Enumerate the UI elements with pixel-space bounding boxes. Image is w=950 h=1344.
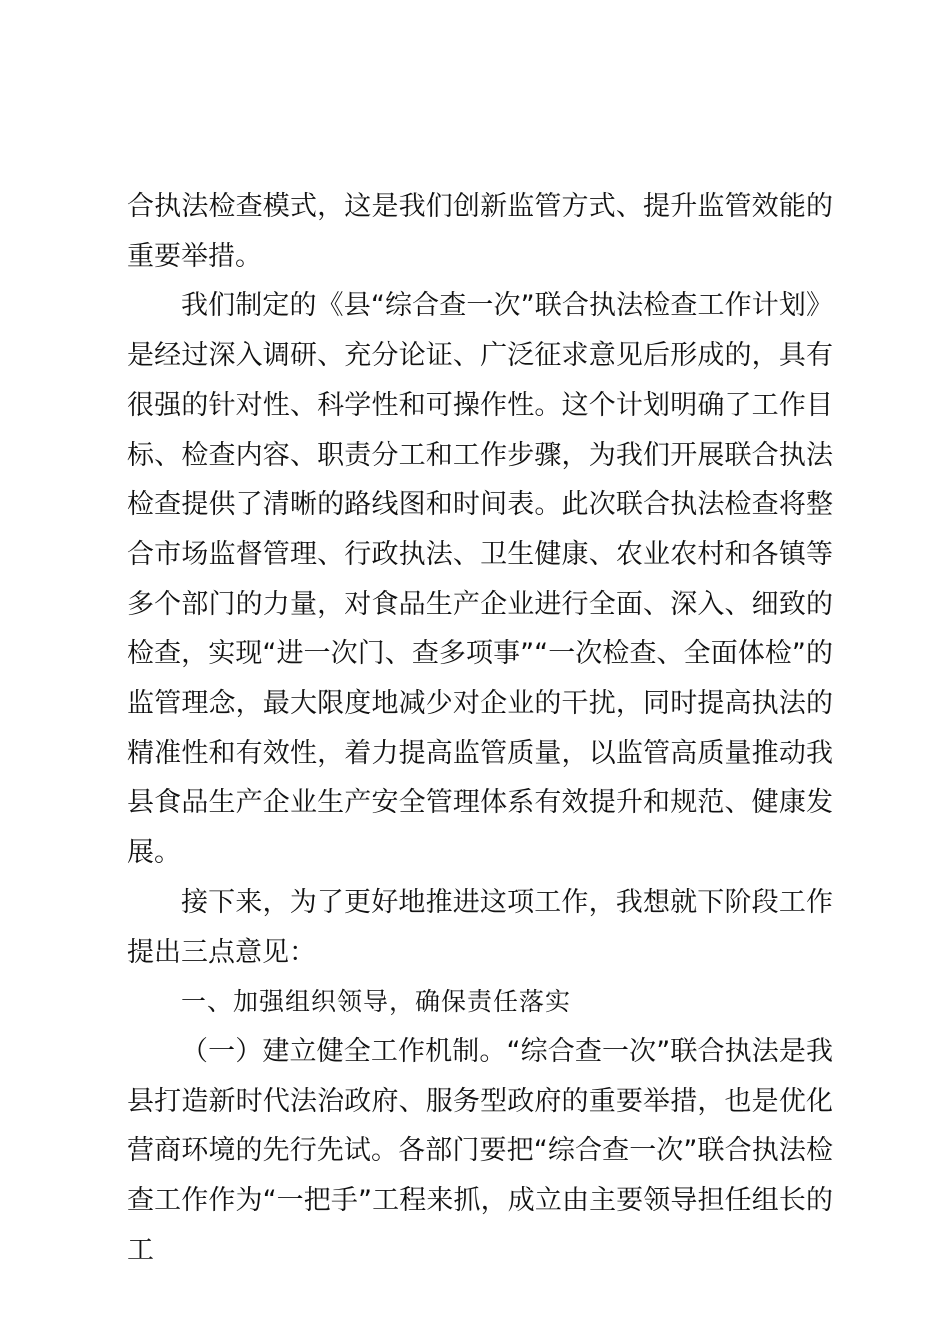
paragraph-continuation: 合执法检查模式，这是我们创新监管方式、提升监管效能的重要举措。 xyxy=(127,191,833,272)
paragraph-next-steps: 接下来，为了更好地推进这项工作，我想就下阶段工作提出三点意见： xyxy=(127,886,833,968)
paragraph-work-plan: 我们制定的《县“综合查一次”联合执法检查工作计划》是经过深入调研、充分论证、广泛征求意见后形成的，具有很强的针对性、科学性和可操作性。这个计划明确了工作目标、检查内容、职责分工和工作步骤，为我们开展联合执法检查提供了清晰的路线图和时间表。此次联合执法检查将整合市场监督管理、行政执法、卫生健康、农业农村和各镇等多个部门的力量，对食品生产企业进行全面、深入、细致的检查，实现“进一次门、查多项事”“一次检查、全面体检”的监管理念，最大限度地减少对企业的干扰，同时提高执法的精准性和有效性，着力提高监管质量，以监管高质量推动我县食品生产企业生产安全管理体系有效提升和规范、健康发展。 xyxy=(127,290,833,869)
paragraph-mechanism: （一）建立健全工作机制。“综合查一次”联合执法是我县打造新时代法治政府、服务型政府的重要举措，也是优化营商环境的先行先试。各部门要把“综合查一次”联合执法检查工作作为“一把手”工程来抓，成立由主要领导担任组长的工 xyxy=(127,1035,833,1266)
document-body xyxy=(127,182,833,1275)
section-heading-1: 一、加强组织领导，确保责任落实 xyxy=(181,987,572,1017)
